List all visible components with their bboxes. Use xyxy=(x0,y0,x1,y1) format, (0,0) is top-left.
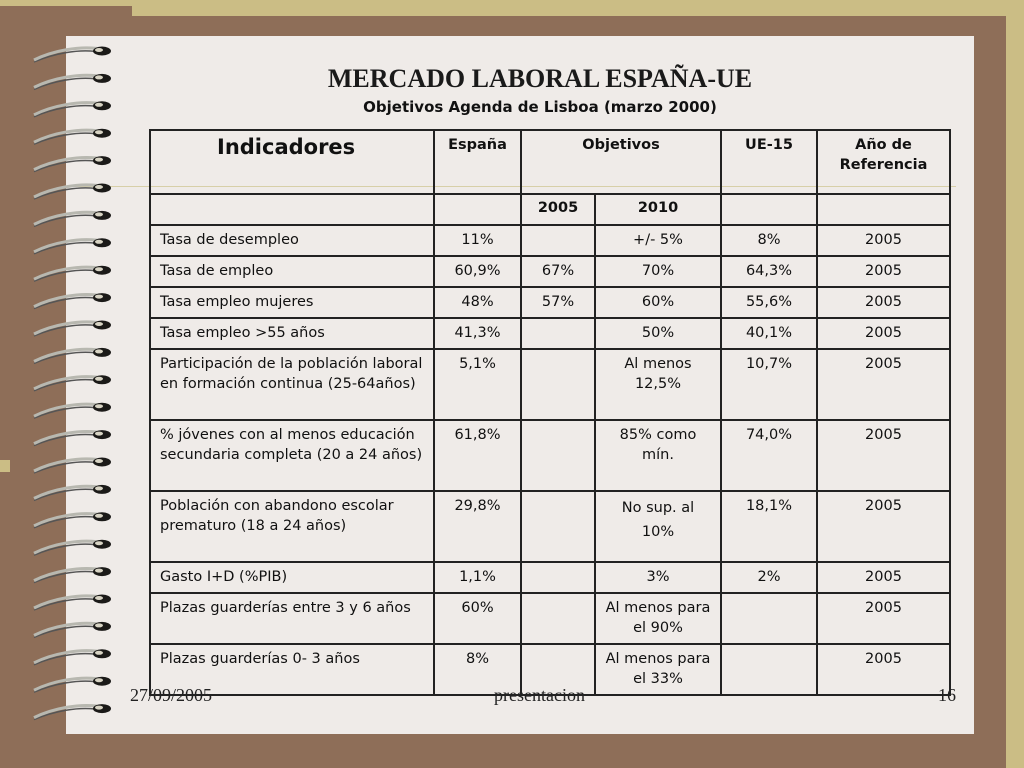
cell-objetivo-2010: 3% xyxy=(595,562,721,593)
cell-objetivo-2010: 70% xyxy=(595,256,721,287)
cell-indicador: Población con abandono escolar prematuro (18 a 24 años) xyxy=(150,491,434,562)
cell-espana: 61,8% xyxy=(434,420,521,491)
cell-objetivo-2010: 60% xyxy=(595,287,721,318)
cell-espana: 60% xyxy=(434,593,521,644)
cell-objetivo-2005 xyxy=(521,491,595,562)
cell-espana: 11% xyxy=(434,225,521,256)
spiral-binding xyxy=(0,38,120,738)
binding-ring xyxy=(34,485,111,501)
cell-espana: 29,8% xyxy=(434,491,521,562)
cell-espana: 5,1% xyxy=(434,349,521,420)
table-row xyxy=(150,420,950,491)
table-row xyxy=(150,287,950,318)
footer-title: presentacion xyxy=(494,685,585,705)
cell-indicador: Plazas guarderías entre 3 y 6 años xyxy=(150,593,434,644)
binding-ring xyxy=(34,211,111,227)
binding-ring xyxy=(34,704,111,720)
cell-objetivo-2005 xyxy=(521,225,595,256)
cell-ue15: 40,1% xyxy=(721,318,817,349)
subheader-2010: 2010 xyxy=(595,194,721,225)
cell-ano-referencia: 2005 xyxy=(817,562,950,593)
cell-indicador: Tasa de desempleo xyxy=(150,225,434,256)
cell-ue15 xyxy=(721,644,817,695)
binding-ring xyxy=(34,375,111,391)
header-objetivos: Objetivos xyxy=(521,130,721,194)
header-indicadores: Indicadores xyxy=(150,130,434,194)
subheader-empty xyxy=(721,194,817,225)
cell-indicador: Tasa de empleo xyxy=(150,256,434,287)
cell-objetivo-2010: 85% como mín. xyxy=(595,420,721,491)
binding-ring xyxy=(34,595,111,611)
table-row xyxy=(150,593,950,644)
cell-ue15: 18,1% xyxy=(721,491,817,562)
cell-indicador: % jóvenes con al menos educación secundaria completa (20 a 24 años) xyxy=(150,420,434,491)
cell-objetivo-2010: +/- 5% xyxy=(595,225,721,256)
binding-ring xyxy=(34,156,111,172)
subheader-empty xyxy=(817,194,950,225)
table-row xyxy=(150,349,950,420)
subheader-empty xyxy=(434,194,521,225)
binding-ring xyxy=(34,649,111,665)
cell-espana: 60,9% xyxy=(434,256,521,287)
binding-ring xyxy=(34,238,111,254)
cell-ue15: 2% xyxy=(721,562,817,593)
cell-ano-referencia: 2005 xyxy=(817,318,950,349)
table-subheader-row xyxy=(150,194,950,225)
cell-ue15: 64,3% xyxy=(721,256,817,287)
subheader-empty xyxy=(150,194,434,225)
binding-ring xyxy=(34,348,111,364)
cell-ano-referencia: 2005 xyxy=(817,349,950,420)
binding-ring xyxy=(34,129,111,145)
table-row xyxy=(150,491,950,562)
binding-ring xyxy=(34,403,111,419)
binding-ring xyxy=(34,430,111,446)
cell-ano-referencia: 2005 xyxy=(817,256,950,287)
cell-espana: 8% xyxy=(434,644,521,695)
binding-ring xyxy=(34,47,111,63)
cell-indicador: Gasto I+D (%PIB) xyxy=(150,562,434,593)
cell-ue15: 55,6% xyxy=(721,287,817,318)
cell-objetivo-2010: No sup. al 10% xyxy=(595,491,721,562)
subheader-2005: 2005 xyxy=(521,194,595,225)
binding-ring xyxy=(34,321,111,337)
cell-indicador: Plazas guarderías 0- 3 años xyxy=(150,644,434,695)
binding-ring xyxy=(34,567,111,583)
slide-subtitle: Objetivos Agenda de Lisboa (marzo 2000) xyxy=(363,98,717,116)
binding-ring xyxy=(34,622,111,638)
cell-objetivo-2005 xyxy=(521,349,595,420)
cell-ue15: 8% xyxy=(721,225,817,256)
cell-objetivo-2005 xyxy=(521,318,595,349)
cell-ano-referencia: 2005 xyxy=(817,644,950,695)
table-row xyxy=(150,225,950,256)
cell-ano-referencia: 2005 xyxy=(817,287,950,318)
cell-ue15: 74,0% xyxy=(721,420,817,491)
binding-ring xyxy=(34,540,111,556)
cell-objetivo-2010: 50% xyxy=(595,318,721,349)
cell-ano-referencia: 2005 xyxy=(817,593,950,644)
table-row xyxy=(150,256,950,287)
cell-ano-referencia: 2005 xyxy=(817,491,950,562)
cell-objetivo-2005: 57% xyxy=(521,287,595,318)
cell-objetivo-2005 xyxy=(521,420,595,491)
cell-objetivo-2005: 67% xyxy=(521,256,595,287)
header-ano-referencia: Año de Referencia xyxy=(817,130,950,194)
header-espana: España xyxy=(434,130,521,194)
cell-indicador: Tasa empleo mujeres xyxy=(150,287,434,318)
table-header-row xyxy=(150,130,950,194)
cell-ue15: 10,7% xyxy=(721,349,817,420)
cell-espana: 48% xyxy=(434,287,521,318)
binding-ring xyxy=(34,266,111,282)
cell-ano-referencia: 2005 xyxy=(817,420,950,491)
binding-ring xyxy=(34,677,111,693)
cell-ue15 xyxy=(721,593,817,644)
cell-objetivo-2010: Al menos para el 90% xyxy=(595,593,721,644)
indicators-table xyxy=(149,129,951,696)
cell-indicador: Tasa empleo >55 años xyxy=(150,318,434,349)
cell-objetivo-2010: Al menos para el 33% xyxy=(595,644,721,695)
slide-title: MERCADO LABORAL ESPAÑA-UE xyxy=(327,64,753,93)
binding-ring xyxy=(34,184,111,200)
table-row xyxy=(150,318,950,349)
cell-objetivo-2005 xyxy=(521,562,595,593)
cell-objetivo-2010: Al menos 12,5% xyxy=(595,349,721,420)
binding-ring xyxy=(34,458,111,474)
footer-date: 27/09/2005 xyxy=(130,685,213,705)
cell-ano-referencia: 2005 xyxy=(817,225,950,256)
header-ue15: UE-15 xyxy=(721,130,817,194)
cell-espana: 41,3% xyxy=(434,318,521,349)
cell-objetivo-2005 xyxy=(521,593,595,644)
cell-espana: 1,1% xyxy=(434,562,521,593)
binding-ring xyxy=(34,293,111,309)
footer-page-number: 16 xyxy=(938,685,956,705)
binding-ring xyxy=(34,512,111,528)
table-row xyxy=(150,562,950,593)
cell-indicador: Participación de la población laboral en formación continua (25-64años) xyxy=(150,349,434,420)
